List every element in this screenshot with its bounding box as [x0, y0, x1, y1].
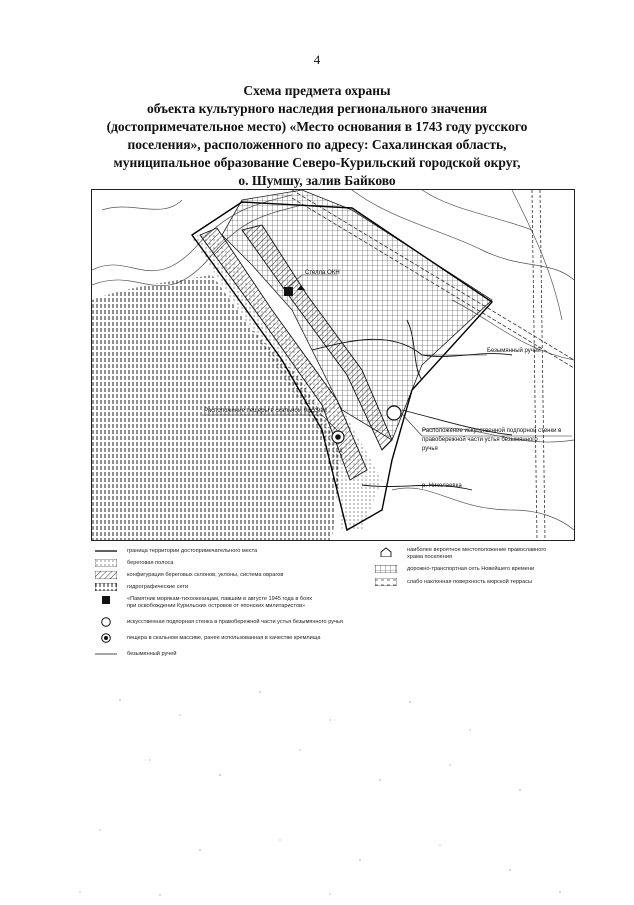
- legend-text: безымянный ручей: [127, 650, 177, 657]
- legend-text: при освобождении Курильских островов от японских милитаристов»: [127, 603, 306, 609]
- label-stele: Стелла ОКН: [305, 270, 340, 276]
- legend-text: гидрографические сети: [127, 583, 189, 590]
- legend-text: конфигурация береговых склонов, уклоны, система оврагов: [127, 571, 284, 578]
- document-title: [60, 82, 574, 190]
- legend-wall: [95, 617, 343, 627]
- legend-stream: [95, 650, 176, 658]
- map-legend: [95, 547, 575, 667]
- legend-slopes: [95, 571, 283, 579]
- legend-cave: [95, 633, 321, 643]
- label-wall-3: ручья: [422, 446, 438, 452]
- legend-text: «Памятник морякам-тихоокеанцам, павшим в августе 1945 года в боях: [127, 596, 313, 602]
- title-line: Схема предмета охраны: [243, 83, 391, 98]
- legend-text: искусственная подпорная стенка в правобережной части устья безымянного ручья: [127, 618, 343, 625]
- legend-roads: [375, 565, 534, 573]
- retaining-wall-marker: [387, 406, 401, 420]
- legend-monument: [95, 596, 312, 610]
- label-wall-1: Расположение искусственной подпорной стенки в: [422, 428, 562, 434]
- legend-coastal: [95, 559, 173, 567]
- legend-text: пещера в скальном массиве, ранее использованная в качестве кремлища: [127, 634, 321, 641]
- title-line: объекта культурного наследия регионального значения: [146, 101, 488, 116]
- label-river: р. Николаевка: [422, 483, 462, 489]
- legend-text: дорожно-транспортная сеть Новейшего времени: [407, 565, 535, 572]
- title-line: о. Шумшу, залив Байково: [238, 173, 396, 188]
- site-scheme-map: [91, 189, 575, 541]
- title-line: муниципальное образование Северо-Курильский городской округ,: [113, 155, 521, 170]
- legend-text: граница территории достопримечательного места: [127, 547, 258, 554]
- legend-terrace: [375, 578, 532, 586]
- legend-church: [375, 547, 546, 561]
- title-line: (достопримечательное место) «Место основания в 1743 году русского: [106, 119, 528, 134]
- label-stream: Безымянный ручей: [487, 348, 541, 354]
- page-number: 4: [313, 52, 321, 67]
- legend-text: наиболее вероятное местоположение православного: [407, 547, 547, 553]
- legend-text: береговая полоса: [127, 559, 174, 566]
- legend-text: слабо наклонная поверхность морской террасы: [407, 578, 533, 585]
- monument-marker: [284, 287, 293, 296]
- legend-boundary: [95, 547, 257, 555]
- title-line: поселения», расположенного по адресу: Сахалинская область,: [127, 137, 507, 152]
- legend-hydro: [95, 583, 188, 591]
- scan-noise: [0, 680, 634, 905]
- label-wall-2: правобережной части устья безымянного: [422, 437, 538, 443]
- label-cave: Расположение пещеры в скальном массиве: [204, 408, 327, 414]
- legend-text: храма поселения: [407, 554, 453, 560]
